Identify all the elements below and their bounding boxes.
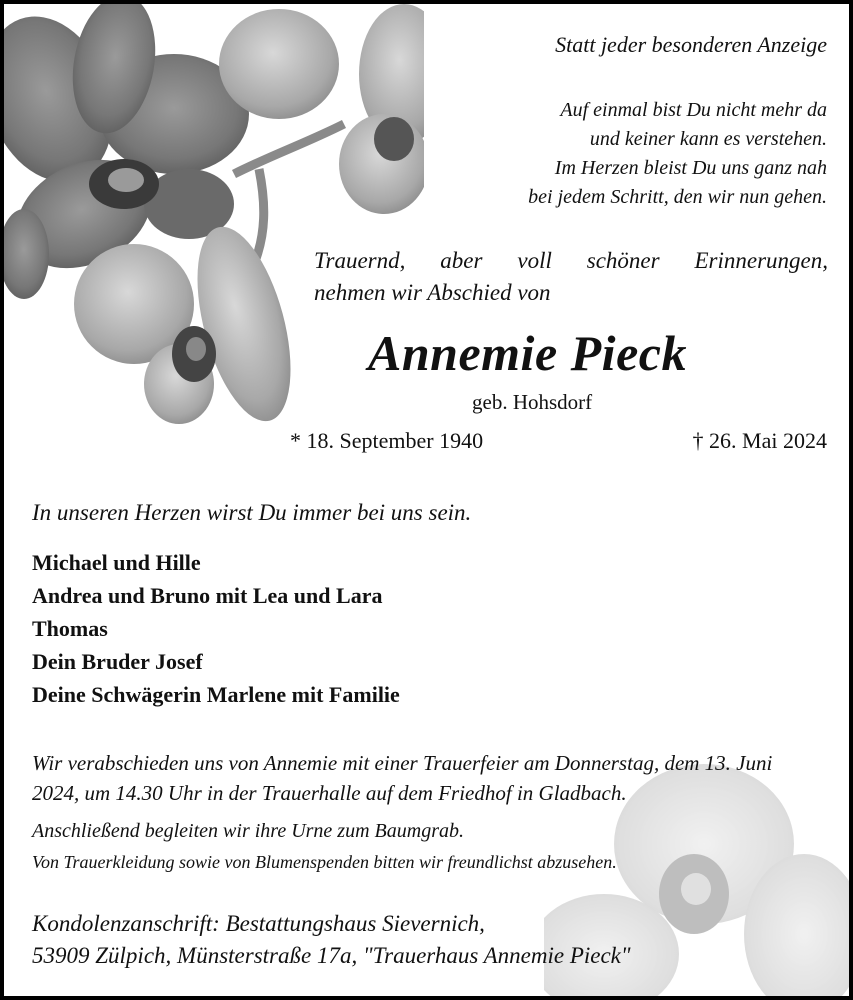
service-text: Wir verabschieden uns von Annemie mit einer Trauerfeier am Donnerstag, dem 13. Juni 2024, um 14.30 Uhr in der Trauerhalle auf dem Friedhof in Gladbach.: [32, 751, 773, 805]
deceased-name: Annemie Pieck: [368, 325, 687, 381]
mourner: Andrea und Bruno mit Lea und Lara: [32, 583, 383, 608]
orchid-branch-icon: [4, 4, 424, 444]
intro-line-2: nehmen wir Abschied von: [314, 280, 551, 305]
urn-text: Anschließend begleiten wir ihre Urne zum Baumgrab.: [32, 820, 464, 842]
intro-line-1: Trauernd, aber voll schöner Erinnerungen,: [314, 248, 828, 273]
request-text: Von Trauerkleidung sowie von Blumenspenden bitten wir freundlichst abzusehen.: [32, 852, 617, 872]
headline: Statt jeder besonderen Anzeige: [555, 32, 827, 57]
birth-date: * 18. September 1940: [290, 428, 484, 453]
death-date: † 26. Mai 2024: [692, 428, 827, 453]
mourner: Michael und Hille: [32, 550, 201, 575]
obituary-sheet: [4, 4, 849, 996]
motto: In unseren Herzen wirst Du immer bei uns sein.: [32, 500, 472, 525]
mourner: Dein Bruder Josef: [32, 649, 203, 674]
mourner: Deine Schwägerin Marlene mit Familie: [32, 682, 400, 707]
poem-line: bei jedem Schritt, den wir nun gehen.: [528, 186, 827, 208]
condolence-line: 53909 Zülpich, Münsterstraße 17a, "Trauerhaus Annemie Pieck": [32, 943, 631, 968]
poem-line: Auf einmal bist Du nicht mehr da: [560, 99, 827, 121]
maiden-name: geb. Hohsdorf: [472, 390, 593, 414]
mourner: Thomas: [32, 616, 108, 641]
condolence-line: Kondolenzanschrift: Bestattungshaus Sievernich,: [32, 911, 485, 936]
poem: [528, 96, 827, 212]
poem-line: Im Herzen bleist Du uns ganz nah: [554, 157, 827, 179]
condolence-address: [32, 908, 631, 972]
poem-line: und keiner kann es verstehen.: [589, 128, 827, 150]
mourners-list: [32, 546, 400, 711]
